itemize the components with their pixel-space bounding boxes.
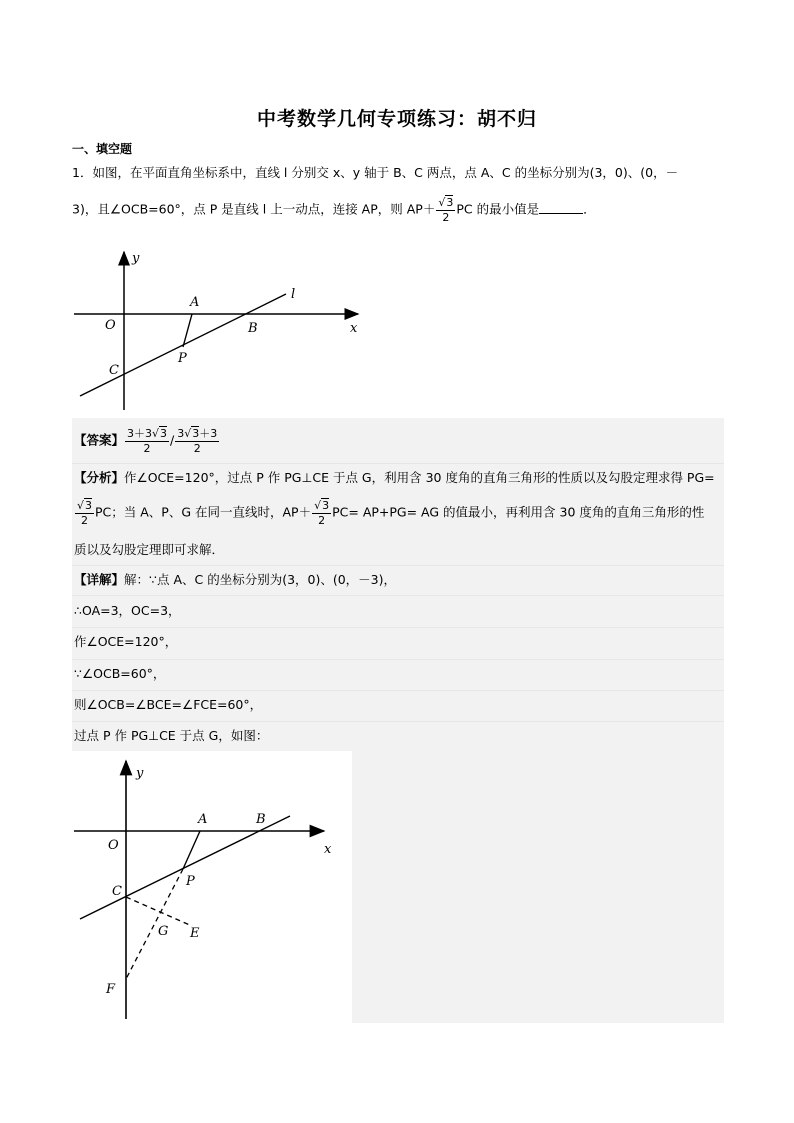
label-p: P: [186, 874, 195, 889]
question-text-2: 3)，且∠OCB=60°，点 P 是直线 l 上一动点，连接 AP，则 AP＋: [72, 201, 436, 217]
analysis-text-3: PC= AP+PG= AG 的值最小，再利用含 30 度角的直角三角形的性: [332, 504, 705, 520]
figure-2: [72, 751, 352, 1023]
label-y: y: [132, 251, 140, 266]
label-x: x: [350, 321, 358, 336]
analysis-line-2: [74, 498, 704, 528]
dashed-pf: [126, 869, 183, 979]
sqrt3-over-2-fraction: $\frac{√3}{2}$: [438, 196, 454, 224]
label-f: F: [106, 982, 116, 997]
row-separator: [72, 565, 724, 566]
label-x: x: [324, 842, 332, 857]
row-separator: [72, 721, 724, 722]
detail-line-5: 则∠OCB=∠BCE=∠FCE=60°，: [74, 697, 263, 712]
row-separator: [72, 463, 724, 464]
segment-ap: [183, 831, 200, 869]
analysis-fraction-2: $\frac{√3}{2}$: [314, 499, 330, 527]
label-b: B: [256, 812, 266, 827]
answer-line: [74, 426, 220, 456]
figure-1: [72, 246, 372, 416]
analysis-text-1: 作∠OCE=120°，过点 P 作 PG⊥CE 于点 G，利用含 30 度角的直角三角形的性质以及勾股定理求得 PG=: [124, 470, 715, 485]
question-line-2: [72, 195, 596, 225]
page-title: 中考数学几何专项练习：胡不归: [256, 108, 537, 130]
section-heading: 一、填空题: [72, 142, 133, 156]
detail-line-1: [74, 570, 396, 590]
analysis-label: 【分析】: [74, 470, 125, 485]
answer-fraction-2: $\frac{3√3+3}{2}$: [177, 427, 218, 455]
analysis-line-3: 质以及勾股定理即可求解．: [74, 542, 225, 557]
label-o: O: [108, 838, 119, 853]
detail-text-1: 解：∵点 A、C 的坐标分别为(3，0)、(0，－3)，: [124, 572, 397, 587]
label-c: C: [109, 363, 119, 378]
row-separator: [72, 659, 724, 660]
detail-line-3: 作∠OCE=120°，: [74, 634, 178, 649]
question-line-1: [72, 164, 678, 182]
analysis-line-1: [74, 468, 715, 488]
row-separator: [72, 690, 724, 691]
detail-line-4: ∵∠OCB=60°，: [74, 666, 166, 681]
answer-blank: [539, 200, 583, 214]
label-y: y: [136, 766, 144, 781]
label-a: A: [198, 812, 208, 827]
question-text-1: 如图，在平面直角坐标系中，直线 l 分别交 x、y 轴于 B、C 两点，点 A、C 的坐标分别为(3，0)、(0，－: [92, 165, 679, 180]
label-e: E: [190, 926, 200, 941]
dashed-ce: [126, 897, 192, 926]
question-text-3: PC 的最小值是: [456, 201, 540, 217]
question-end: ．: [583, 201, 596, 217]
label-g: G: [158, 924, 169, 939]
detail-line-6: 过点 P 作 PG⊥CE 于点 G，如图：: [74, 728, 269, 743]
analysis-text-2: PC；当 A、P、G 在同一直线时，AP＋: [95, 504, 312, 520]
label-o: O: [105, 318, 116, 333]
answer-label: 【答案】: [74, 432, 125, 448]
row-separator: [72, 595, 724, 596]
answer-fraction-1: $\frac{3+3√3}{2}$: [127, 427, 168, 455]
answer-separator: /: [170, 432, 175, 448]
label-a: A: [190, 295, 200, 310]
label-c: C: [112, 884, 122, 899]
analysis-fraction-1: $\frac{√3}{2}$: [77, 499, 93, 527]
label-l: l: [291, 287, 296, 302]
detail-line-2: ∴OA=3，OC=3，: [74, 603, 181, 618]
label-b: B: [248, 321, 258, 336]
row-separator: [72, 627, 724, 628]
detail-label: 【详解】: [74, 572, 125, 587]
question-number: 1．: [72, 165, 93, 180]
label-p: P: [178, 351, 187, 366]
